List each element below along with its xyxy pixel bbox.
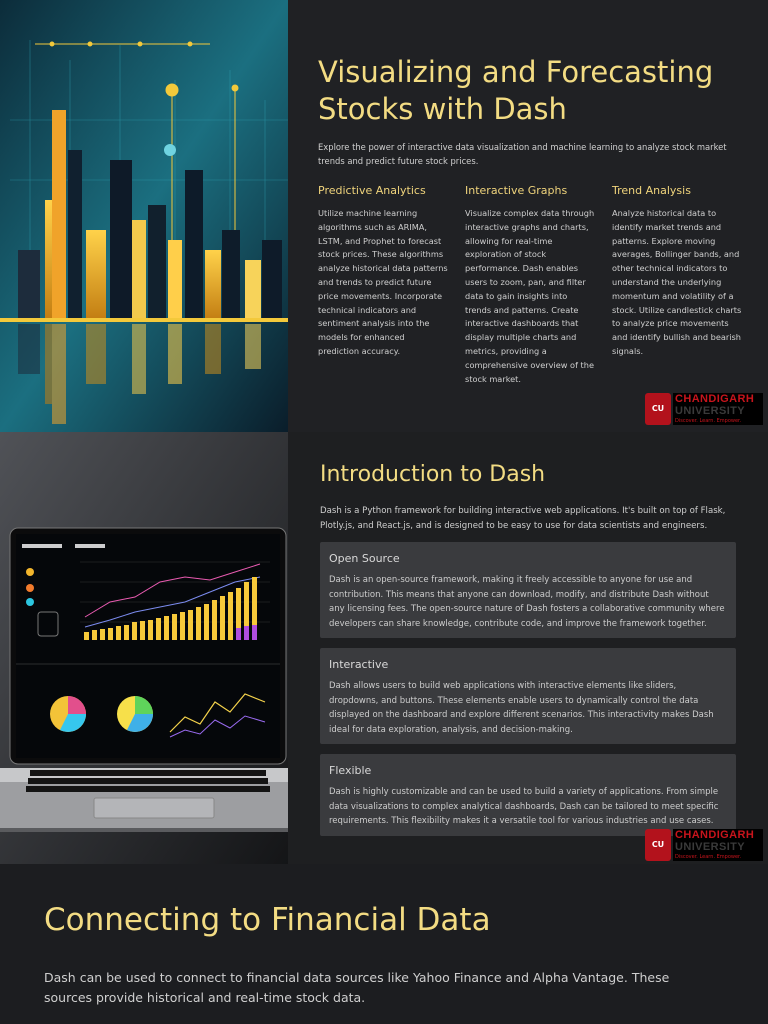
card-flexible xyxy=(320,754,736,836)
laptop-dashboard-illustration xyxy=(0,432,288,864)
column-heading: Trend Analysis xyxy=(612,184,691,197)
card-body: Dash is highly customizable and can be used to build a variety of applications. From simple data visualizations to complex analytical dashboards, Dash can be tailored to meet specific requirements. This flexibility makes it a versatile tool for various industries and use cases. xyxy=(329,787,719,827)
slide-title: Connecting to Financial Data xyxy=(44,902,491,938)
column-trend-analysis xyxy=(612,184,742,359)
slide-lead: Explore the power of interactive data visualization and machine learning to analyze stock market trends and predict future stock prices. xyxy=(318,142,727,166)
logo-name-line2: UNIVERSITY xyxy=(675,841,746,853)
logo-seal: CU xyxy=(645,829,671,861)
slide-connecting-to-financial-data xyxy=(0,864,768,1024)
slide-title: Visualizing and Forecasting Stocks with Dash xyxy=(318,55,714,126)
card-heading: Flexible xyxy=(329,764,372,777)
column-heading: Interactive Graphs xyxy=(465,184,568,197)
university-logo xyxy=(645,393,763,427)
slide-introduction-to-dash xyxy=(0,432,768,864)
logo-name-line2: UNIVERSITY xyxy=(675,405,746,417)
logo-tagline: Discover. Learn. Empower. xyxy=(675,418,742,424)
card-heading: Open Source xyxy=(329,552,400,565)
column-heading: Predictive Analytics xyxy=(318,184,426,197)
column-predictive-analytics xyxy=(318,184,448,359)
column-body: Visualize complex data through interactive graphs and charts, allowing for real-time exploration of stock performance. Dash enables users to zoom, pan, and filter data to gain insights into trends and patterns. Create interactive dashboards that display multiple charts and metrics, providing a comprehensive overview of the stock market. xyxy=(465,208,595,384)
logo-seal: CU xyxy=(645,393,671,425)
card-interactive xyxy=(320,648,736,744)
city-skyline-illustration xyxy=(0,0,288,432)
logo-name-line1: CHANDIGARH xyxy=(675,829,755,841)
slide-lead: Dash is a Python framework for building interactive web applications. It's built on top of Flask, Plotly.js, and React.js, and is designed to be easy to use for data scientists and engineers. xyxy=(320,506,726,531)
column-body: Utilize machine learning algorithms such as ARIMA, LSTM, and Prophet to forecast stock prices. These algorithms analyze historical data patterns and trends to predict future price movements. Incorporate technical indicators and sentiment analysis into the models for enhanced prediction accuracy. xyxy=(318,208,448,356)
university-logo xyxy=(645,829,763,863)
column-interactive-graphs xyxy=(465,184,595,386)
column-body: Analyze historical data to identify market trends and patterns. Explore moving averages, Bollinger bands, and other technical indicators to understand the underlying momentum and volatility of a stock. Utilize candlestick charts to analyze price movements and identify bullish and bearish signals. xyxy=(612,208,742,356)
slide-lead: Dash can be used to connect to financial data sources like Yahoo Finance and Alpha Vantage. These sources provide historical and real-time stock data. xyxy=(44,970,670,1005)
slide-title: Introduction to Dash xyxy=(320,462,546,487)
card-body: Dash allows users to build web applications with interactive elements like sliders, dropdowns, and buttons. These elements enable users to dynamically control the data displayed on the dashboard and explore different scenarios. This interactivity makes Dash ideal for data exploration, analysis, and decision-making. xyxy=(329,681,714,736)
card-body: Dash is an open-source framework, making it freely accessible to anyone for use and contribution. This means that anyone can download, modify, and distribute Dash without any licensing fees. The open-source nature of Dash fosters a collaborative community where developers can share knowledge, contribute code, and improve the framework together. xyxy=(329,575,725,630)
card-open-source xyxy=(320,542,736,638)
logo-tagline: Discover. Learn. Empower. xyxy=(675,854,742,860)
slide-stocks-overview xyxy=(0,0,768,432)
card-heading: Interactive xyxy=(329,658,389,671)
logo-name-line1: CHANDIGARH xyxy=(675,393,755,405)
